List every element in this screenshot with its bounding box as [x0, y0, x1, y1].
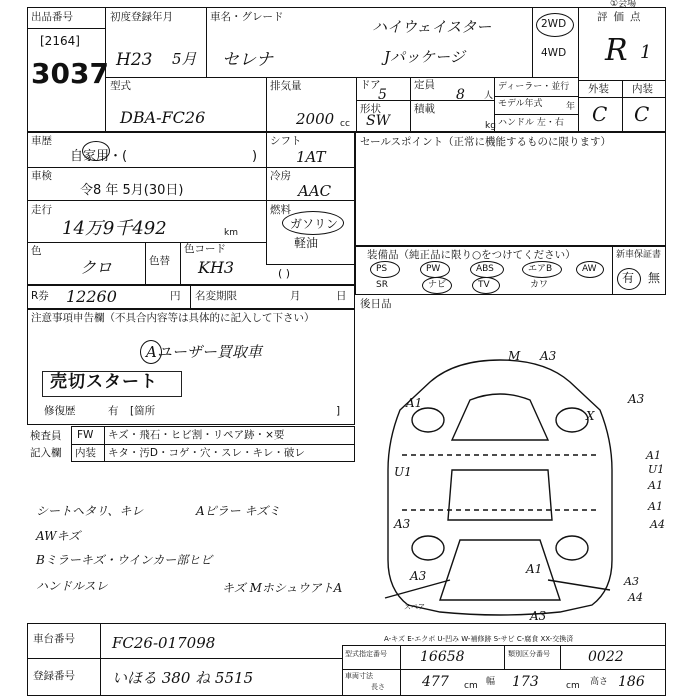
type-value: DBA-FC26	[120, 108, 206, 127]
color-code-value: KH3	[198, 258, 235, 277]
mileage-label: 走行	[31, 204, 52, 216]
sold-out-stamp-text: 売切スタート	[50, 372, 158, 392]
mark-x-right: X	[586, 409, 595, 423]
load-label: 積載	[414, 103, 435, 115]
exterior-label: 外装	[588, 83, 609, 95]
warranty-no: 無	[648, 271, 661, 285]
remark-a-pillar: Aピラー キズミ	[196, 504, 281, 518]
fuel-gas: ガソリン	[290, 217, 339, 231]
displacement-value: 2000	[296, 110, 335, 128]
repair-place: [箇所	[130, 405, 156, 417]
fw-items: キズ・飛石・ヒビ割・リペア跡・×要	[108, 429, 285, 441]
equip-aw: AW	[582, 264, 597, 274]
notes-handwritten: Aユーザー買取車	[146, 343, 262, 361]
drive-2wd: 2WD	[541, 18, 567, 30]
doors-value: 5	[378, 87, 387, 103]
score-extra: 1	[640, 42, 652, 63]
history-label: 車歴	[31, 135, 52, 147]
mark-u1-right: U1	[648, 463, 665, 476]
dims-label: 車両寸法	[345, 672, 373, 680]
reg-value: いほる 380 ね 5515	[112, 669, 254, 687]
remark-aw: AWキズ	[36, 529, 81, 543]
length-label: 長さ	[371, 683, 385, 691]
lot-code: [2164]	[40, 34, 80, 48]
mark-a1-r2: A1	[648, 479, 663, 492]
color-code-label: 色コード	[184, 243, 226, 255]
load-unit: kg	[485, 121, 496, 131]
height-label: 高さ	[590, 677, 609, 687]
interior-row-label: 内装	[75, 447, 96, 459]
mark-a3-rear-left: A3	[410, 569, 427, 583]
inspection-label: 車検	[31, 170, 52, 182]
type-spec-value: 16658	[420, 649, 465, 665]
mark-a3-left: A3	[394, 517, 411, 531]
fuel-label: 燃料	[270, 204, 291, 216]
top-right-note: ①会場	[610, 0, 637, 9]
capacity-unit: 人	[484, 91, 494, 101]
chassis-label: 車台番号	[33, 633, 75, 645]
spare-label: スペア	[404, 603, 425, 611]
equip-pw: PW	[426, 264, 441, 274]
category-value: 0022	[588, 649, 624, 665]
month-label: 月	[290, 290, 301, 302]
interior-value: C	[634, 102, 650, 126]
mark-a1-left: A1	[406, 396, 423, 410]
inspector-label-2: 記入欄	[30, 447, 62, 459]
model-trim: ハイウェイスター	[372, 18, 492, 36]
equip-abs: ABS	[476, 264, 494, 274]
damage-legend: A-キズ E-エクボ U-凹み W-補修跡 S-サビ C-腐食 XX-交換済	[384, 635, 574, 643]
mark-a1-center: A1	[526, 562, 543, 576]
mark-a1-r1: A1	[646, 449, 661, 462]
mark-a4-right: A4	[650, 518, 665, 531]
first-reg-month: 5月	[172, 50, 197, 68]
equip-ps: PS	[376, 264, 388, 274]
type-spec-label: 型式指定番号	[345, 650, 387, 658]
handle-label: ハンドル 左・右	[498, 118, 564, 128]
displacement-label: 排気量	[270, 80, 302, 92]
shape-value: SW	[366, 113, 390, 129]
ac-value: AAC	[298, 182, 332, 200]
width-value: 173	[512, 674, 539, 690]
mileage-value: 14万9千492	[62, 218, 167, 239]
first-reg-value: H23	[116, 50, 153, 70]
fuel-paren: ( )	[278, 267, 291, 280]
ac-label: 冷房	[270, 170, 291, 182]
equip-tv: TV	[478, 280, 490, 290]
fw-label: FW	[77, 429, 94, 441]
rear-items-label: 後日品	[360, 298, 392, 310]
equip-leather: カワ	[530, 280, 549, 290]
fuel-diesel: 軽油	[294, 236, 319, 250]
history-close: )	[252, 149, 258, 164]
mark-a3-top: A3	[540, 349, 557, 363]
mark-a3-right: A3	[628, 392, 645, 406]
displacement-unit: cc	[340, 119, 350, 129]
history-value: 自家用・(	[70, 149, 128, 164]
dealer-label: ディーラー・並行	[498, 82, 570, 92]
mark-a3-bottom: A3	[530, 609, 547, 623]
recycle-label: R券	[31, 290, 49, 302]
warranty-yes: 有	[622, 271, 635, 285]
repair-label: 修復歴	[44, 405, 76, 417]
repair-value: 有	[108, 405, 119, 417]
capacity-value: 8	[456, 87, 465, 103]
remark-mirror: Bミラーキズ・ウインカー部ヒビ	[36, 553, 213, 567]
recycle-unit: 円	[170, 290, 181, 302]
day-label: 日	[336, 290, 347, 302]
length-value: 477	[422, 674, 449, 690]
width-label: 幅	[486, 677, 496, 687]
remark-handle: ハンドルスレ	[36, 579, 108, 593]
shift-value: 1AT	[296, 148, 326, 166]
reg-label: 登録番号	[33, 670, 75, 682]
width-cm: cm	[566, 681, 580, 691]
mark-a3-rear-right: A3	[624, 575, 639, 588]
doors-label: ドア	[360, 79, 381, 91]
equip-sr: SR	[376, 280, 388, 290]
type-label: 型式	[110, 80, 131, 92]
mark-a1-r3: A1	[648, 500, 663, 513]
interior-row-items: キタ・汚D・コゲ・穴・スレ・キレ・破レ	[108, 447, 305, 459]
mark-u1-left: U1	[394, 465, 412, 479]
inspection-value: 令8 年 5月(30日)	[80, 183, 184, 198]
exterior-value: C	[592, 102, 608, 126]
recolor-label: 色替	[149, 255, 170, 267]
equip-navi: ナビ	[428, 280, 447, 290]
interior-label: 内装	[632, 83, 653, 95]
height-value: 186	[618, 674, 645, 690]
first-reg-label: 初度登録年月	[110, 11, 173, 23]
recycle-value: 12260	[66, 287, 117, 306]
mark-a4-rear: A4	[628, 591, 643, 604]
score-label: 評価点	[597, 11, 647, 23]
shape-label: 形状	[360, 103, 381, 115]
mileage-unit: km	[224, 228, 238, 238]
color-label: 色	[31, 245, 42, 257]
notes-title: 注意事項申告欄（不具合内容等は具体的に記入して下さい）	[31, 312, 315, 324]
sales-point-title: セールスポイント（正常に機能するものに限ります）	[360, 136, 612, 148]
mark-m: M	[508, 349, 521, 363]
shift-label: シフト	[270, 135, 302, 147]
model-year-label: モデル年式	[498, 99, 543, 109]
title-deadline-label: 名変期限	[195, 290, 237, 302]
warranty-label: 新車保証書	[616, 250, 662, 260]
grade: Jパッケージ	[384, 48, 465, 66]
remark-seat: シートヘタリ、キレ	[36, 504, 144, 518]
lot-label: 出品番号	[31, 11, 73, 23]
chassis-value: FC26-017098	[112, 634, 216, 652]
score-value: R	[605, 33, 628, 68]
capacity-label: 定員	[414, 79, 435, 91]
category-label: 類別区分番号	[508, 650, 550, 658]
length-cm: cm	[464, 681, 478, 691]
equipment-title: 装備品（純正品に限り○をつけてください）	[367, 249, 576, 261]
drive-4wd: 4WD	[541, 47, 567, 59]
remark-repair: キズ MホシュウアトA	[222, 581, 343, 595]
equip-airbag: エアB	[528, 264, 553, 274]
inspector-label-1: 検査員	[30, 430, 62, 442]
car-name-label: 車名・グレード	[210, 11, 284, 23]
model-year-unit: 年	[566, 102, 576, 112]
color-value: クロ	[80, 258, 113, 277]
repair-close: ]	[336, 405, 341, 417]
car-name: セレナ	[222, 50, 273, 70]
lot-number: 3037	[31, 57, 109, 90]
